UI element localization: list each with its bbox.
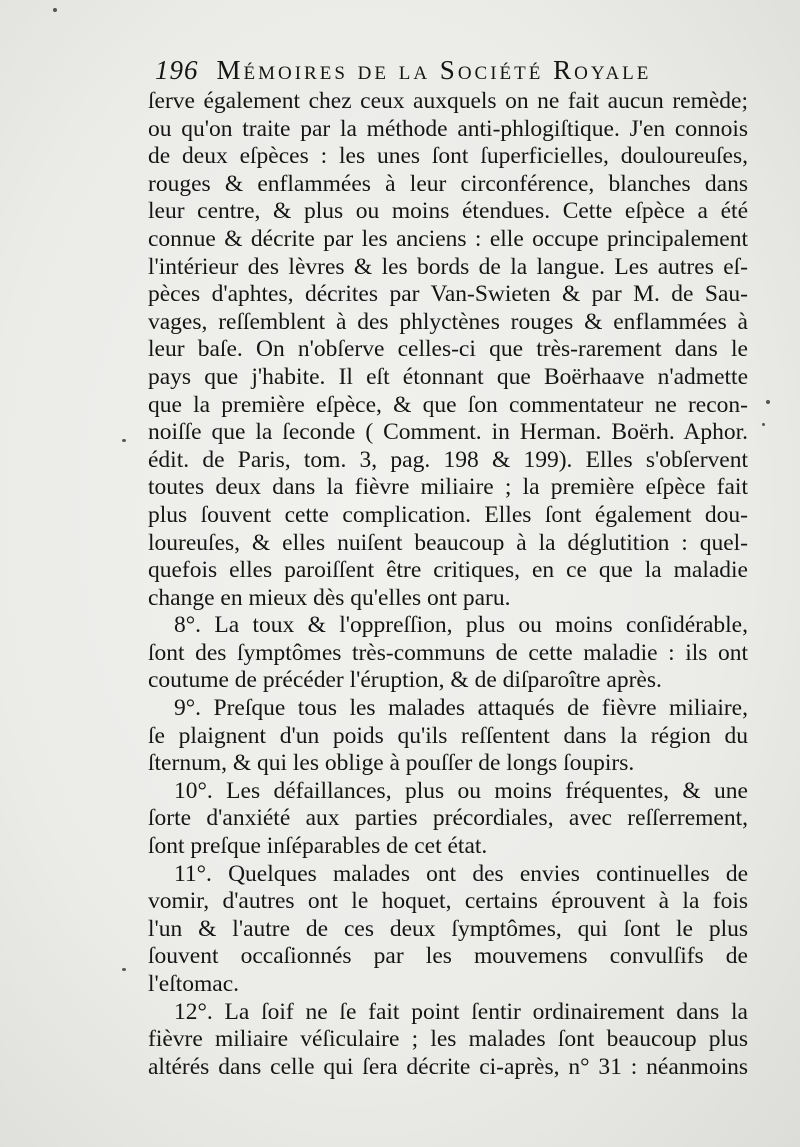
text-line: 11°. Quelques malades ont des envies continuelles de	[174, 860, 748, 887]
text-line: toutes deux dans la fièvre miliaire ; la première eſpèce fait	[148, 474, 748, 501]
text-line: noiſſe que la ſeconde ( Comment. in Herman. Boërh. Aphor.	[148, 419, 748, 446]
text-line: coutume de précéder l'éruption, & de diſparoître après.	[148, 667, 662, 694]
text-line: 10°. Les défaillances, plus ou moins fréquentes, & une	[174, 777, 748, 804]
text-line: altérés dans celle qui ſera décrite ci-après, n° 31 : néanmoins	[148, 1053, 748, 1080]
text-line: leur centre, & plus ou moins étendues. Cette eſpèce a été	[148, 198, 748, 225]
page-number: 196	[155, 55, 199, 85]
text-line: change en mieux dès qu'elles ont paru.	[148, 584, 511, 611]
text-line: ſerve également chez ceux auxquels on ne fait aucun remède;	[148, 88, 748, 114]
text-line: l'un & l'autre de ces deux ſymptômes, qui ſont le plus	[148, 915, 748, 942]
text-line: ou qu'on traite par la méthode anti-phlogiſtique. J'en connois	[148, 115, 748, 142]
text-line: plus ſouvent cette complication. Elles ſont également dou-	[148, 501, 748, 528]
text-line: pays que j'habite. Il eſt étonnant que Boërhaave n'admette	[148, 363, 748, 390]
text-line: ſouvent occaſionnés par les mouvemens convulſifs de	[148, 943, 748, 970]
text-line: ſe plaignent d'un poids qu'ils reſſentent dans la région du	[148, 722, 748, 749]
text-line: fièvre miliaire véſiculaire ; les malades ſont beaucoup plus	[148, 1026, 748, 1053]
text-line: rouges & enflammées à leur circonférence, blanches dans	[148, 170, 748, 197]
text-line: quefois elles paroiſſent être critiques, en ce que la maladie	[148, 557, 748, 584]
text-line: leur baſe. On n'obſerve celles-ci que très-rarement dans le	[148, 336, 748, 363]
text-line: ſternum, & qui les oblige à pouſſer de longs ſoupirs.	[148, 750, 635, 777]
body-text	[148, 88, 748, 1081]
text-line: loureuſes, & elles nuiſent beaucoup à la déglutition : quel-	[148, 529, 748, 556]
text-line: pèces d'aphtes, décrites par Van-Swieten & par M. de Sau-	[148, 281, 748, 308]
text-line: vages, reſſemblent à des phlyctènes rouges & enflammées à	[148, 308, 748, 335]
text-line: que la première eſpèce, & que ſon commentateur ne recon-	[148, 391, 748, 418]
text-line: l'eſtomac.	[148, 971, 240, 997]
text-line: vomir, d'autres ont le hoquet, certains éprouvent à la fois	[148, 888, 748, 915]
text-line: 12°. La ſoif ne ſe fait point ſentir ordinairement dans la	[174, 998, 748, 1025]
text-line: connue & décrite par les anciens : elle occupe principalement	[148, 225, 748, 252]
speck-mark	[53, 8, 57, 12]
running-title: Mémoires de la Société Royale	[216, 55, 652, 85]
speck-mark	[766, 400, 770, 404]
speck-mark	[762, 423, 765, 426]
running-head	[155, 52, 745, 88]
speck-mark	[122, 439, 126, 442]
text-line: ſont des ſymptômes très-communs de cette maladie : ils ont	[148, 639, 748, 666]
text-line: l'intérieur des lèvres & les bords de la langue. Les autres eſ-	[148, 253, 748, 280]
text-line: de deux eſpèces : les unes ſont ſuperficielles, douloureuſes,	[148, 143, 748, 170]
text-line: 9°. Preſque tous les malades attaqués de fièvre miliaire,	[174, 695, 748, 722]
text-line: 8°. La toux & l'oppreſſion, plus ou moins conſidérable,	[174, 612, 748, 639]
text-line: ſorte d'anxiété aux parties précordiales, avec reſſerrement,	[148, 805, 748, 832]
speck-mark	[122, 968, 126, 971]
text-line: édit. de Paris, tom. 3, pag. 198 & 199). Elles s'obſervent	[148, 446, 748, 473]
text-line: ſont preſque inſéparables de cet état.	[148, 833, 488, 860]
